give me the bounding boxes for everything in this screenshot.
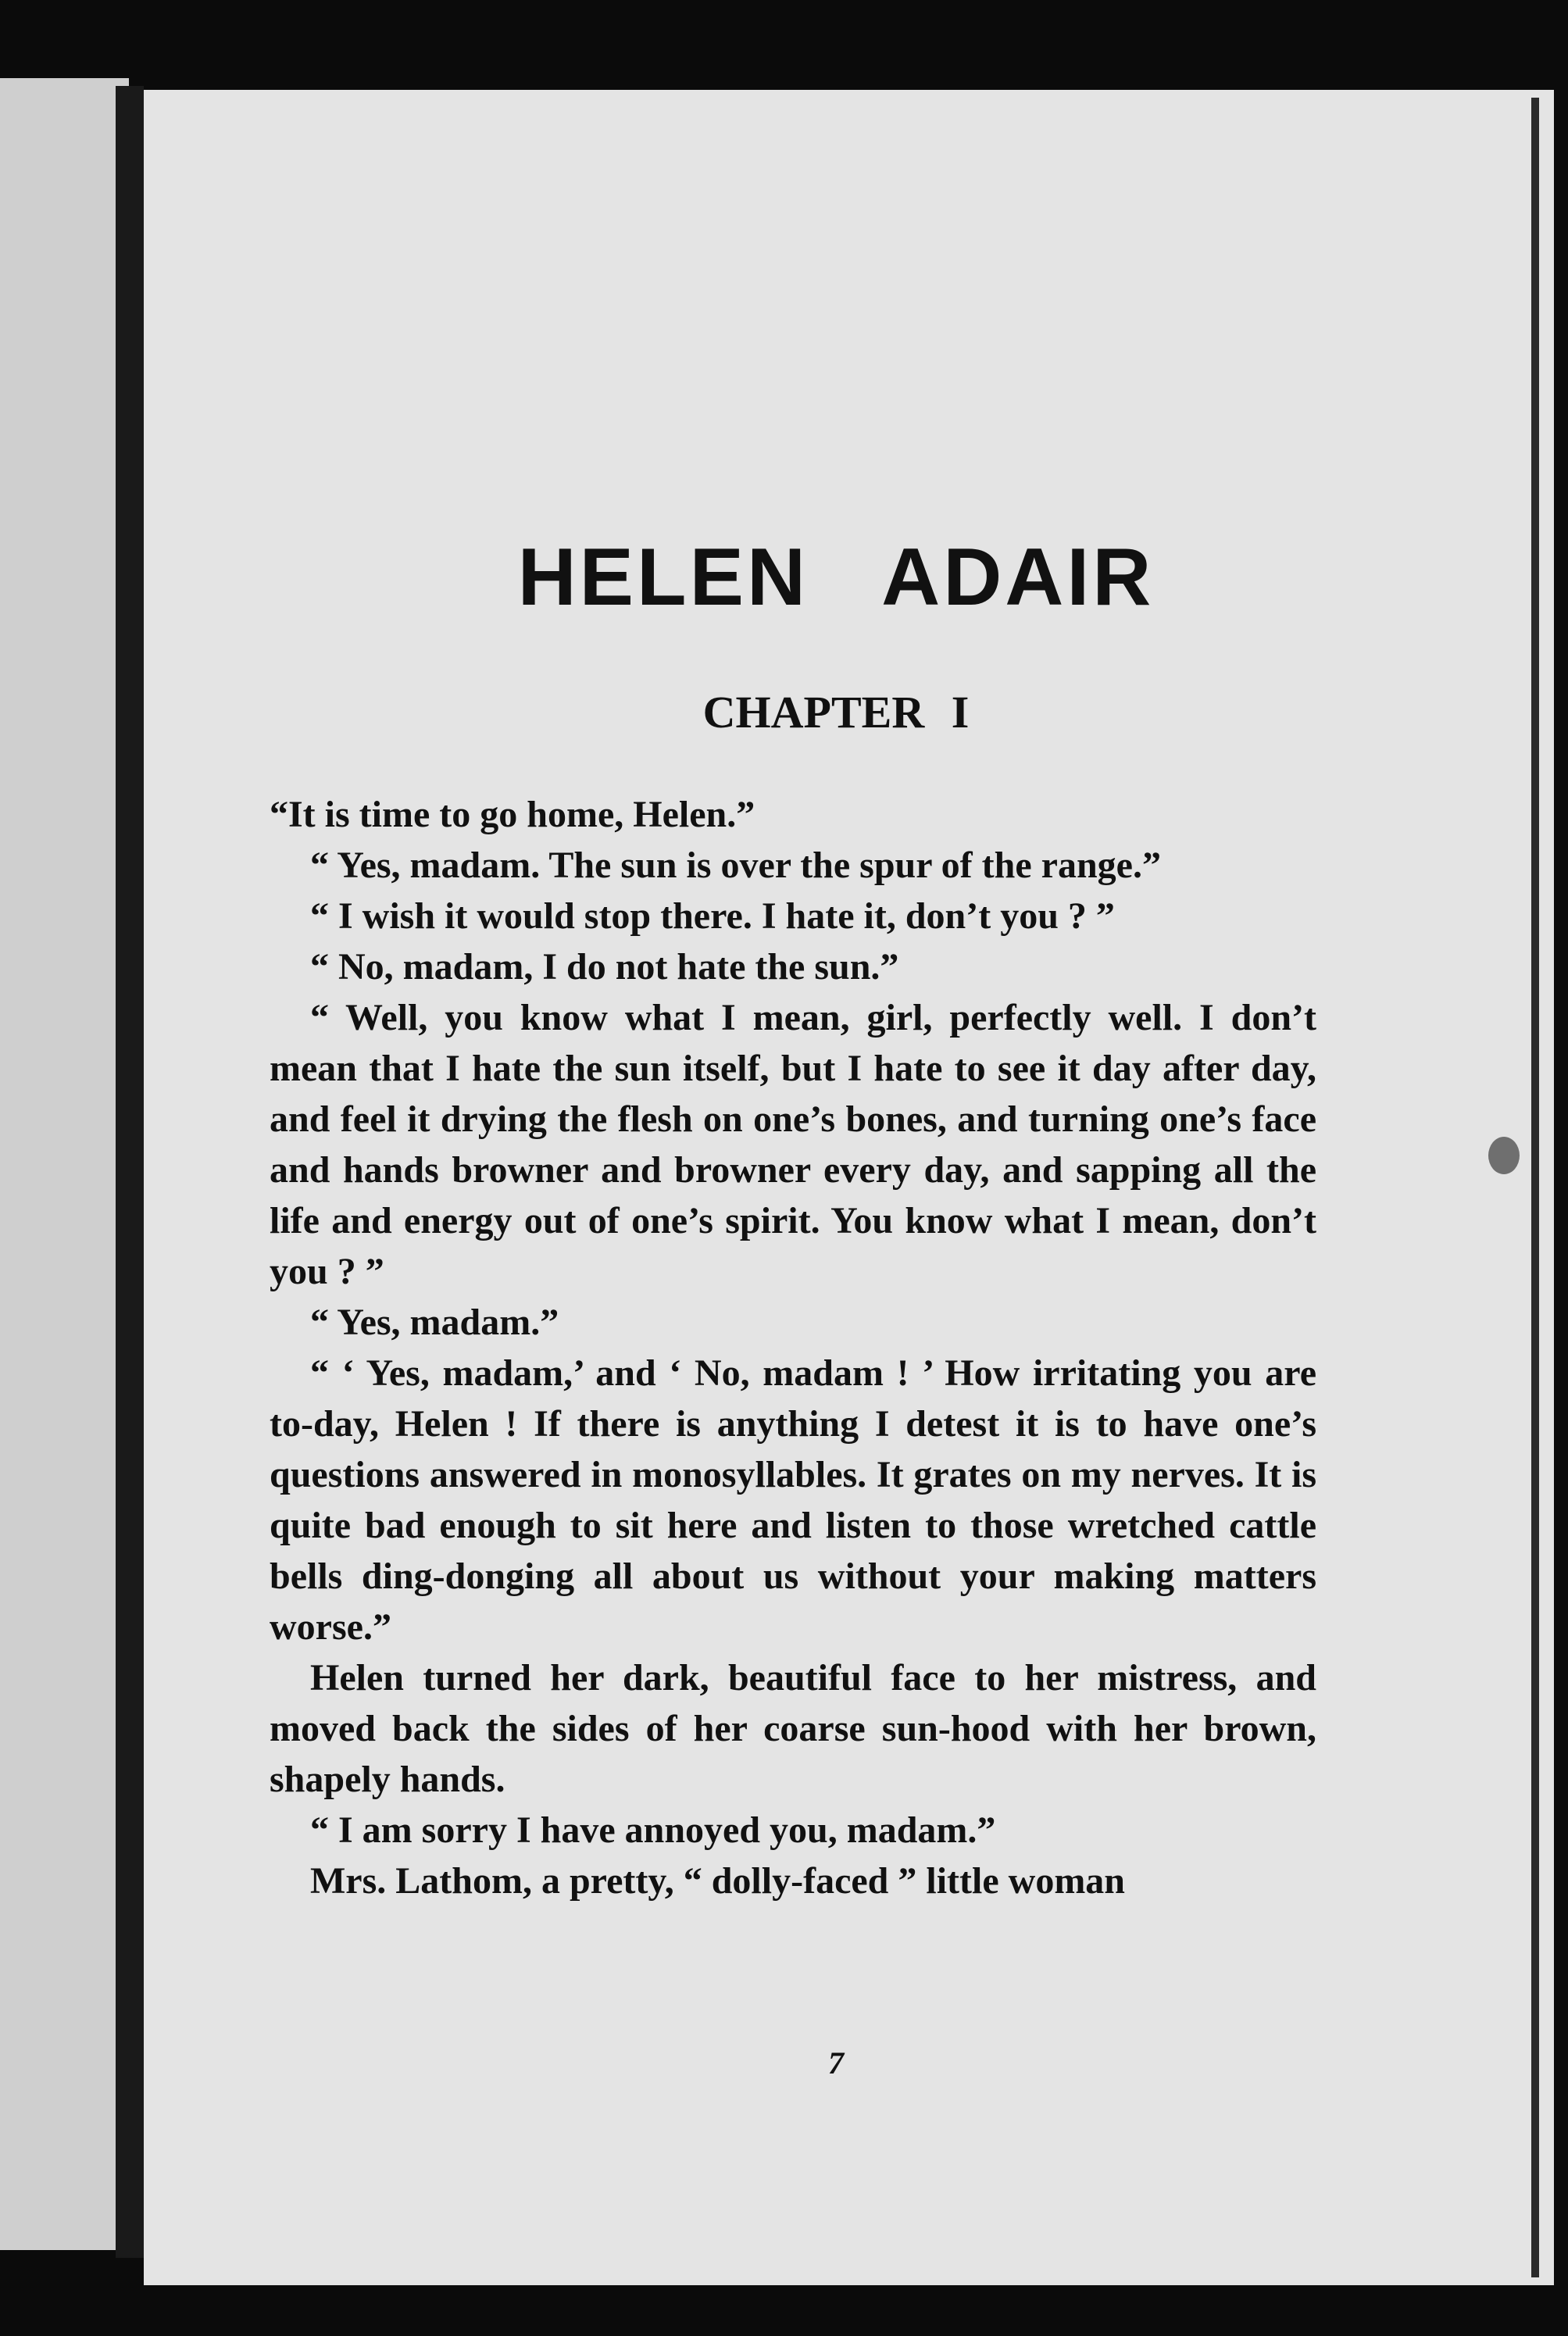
book-title: HELEN ADAIR <box>517 532 1155 623</box>
paragraph: “It is time to go home, Helen.” <box>270 794 755 835</box>
chapter-heading: CHAPTER I <box>702 687 970 738</box>
paragraph: “ I am sorry I have annoyed you, madam.” <box>310 1809 996 1851</box>
page-edge-shadow <box>1531 98 1539 2277</box>
paragraph: “ Well, you know what I mean, girl, perfectly well. I don’t mean that I hate the sun itself, but I hate to see it day after day, and feel it drying the flesh on one’s bones, and turning one’s face and hands browner and browner every day, and sapping all the life and energy out of one’s spirit. You know what I mean, don’t you ? ” <box>270 997 1316 1292</box>
paragraph: Helen turned her dark, beautiful face to her mistress, and moved back the sides of her coarse sun-hood with her brown, shapely hands. <box>270 1657 1316 1800</box>
paragraph: Mrs. Lathom, a pretty, “ dolly-faced ” little woman <box>310 1860 1125 1902</box>
paragraph: “ Yes, madam.” <box>310 1302 559 1343</box>
paragraph: “ ‘ Yes, madam,’ and ‘ No, madam ! ’ How irritating you are to-day, Helen ! If there is anything I detest it is to have one’s questions answered in monosyllables. It grates on my nerves. It is quite bad enough to sit here and listen to those wretched cattle bells ding-donging all about us without your making matters worse.” <box>270 1352 1316 1648</box>
page-smudge <box>1488 1137 1520 1174</box>
paragraph: “ Yes, madam. The sun is over the spur of the range.” <box>310 845 1161 886</box>
body-text <box>270 789 1316 1906</box>
paragraph: “ No, madam, I do not hate the sun.” <box>310 946 899 988</box>
page-number: 7 <box>828 2045 844 2081</box>
book-gutter <box>116 86 144 2258</box>
facing-page-edge <box>0 78 129 2250</box>
paragraph: “ I wish it would stop there. I hate it, don’t you ? ” <box>310 895 1115 937</box>
